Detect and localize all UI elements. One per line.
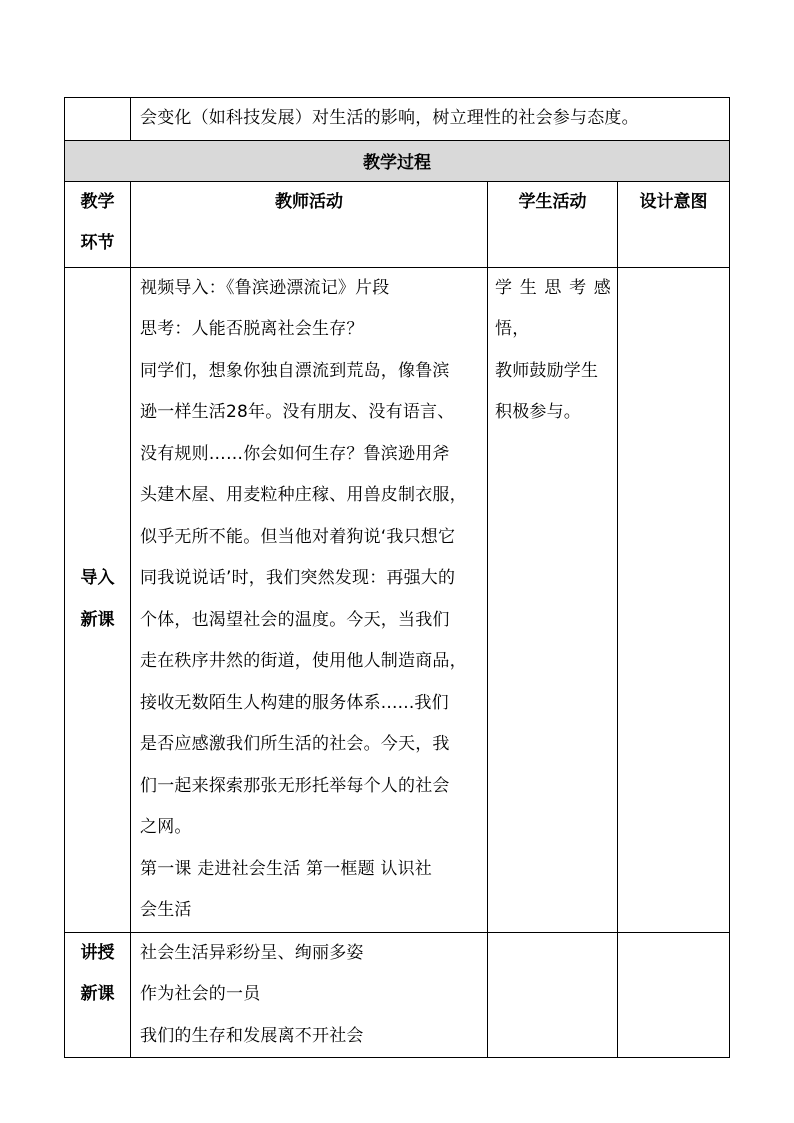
intro-intent-cell: [618, 267, 730, 932]
teacher-header: 教师活动: [275, 191, 343, 212]
objectives-continuation-row: [65, 98, 730, 141]
intent-header: 设计意图: [639, 191, 708, 212]
lecture-student-cell: [488, 932, 618, 1058]
lecture-teacher-line: 我们的生存和发展离不开社会: [140, 1025, 364, 1046]
lesson-plan-table: [64, 97, 730, 1058]
intro-teacher-line: 们一起来探索那张无形托举每个人的社会: [140, 775, 450, 796]
teacher-header-cell: [131, 181, 488, 267]
intro-teacher-line: 接收无数陌生人构建的服务体系......我们: [140, 692, 449, 713]
lecture-teacher-line: 作为社会的一员: [140, 984, 261, 1004]
objectives-text: 会变化（如科技发展）对生活的影响，树立理性的社会参与态度。: [140, 108, 639, 128]
process-title-row: [65, 140, 730, 181]
lecture-intent-cell: [618, 932, 730, 1058]
lecture-stage-line2: 新课: [80, 984, 115, 1004]
intro-stage-line2: 新课: [80, 609, 115, 630]
intro-stage-cell: [65, 267, 131, 932]
student-header: 学生活动: [518, 191, 587, 212]
process-title: 教学过程: [65, 140, 730, 181]
header-row: [65, 181, 730, 267]
lecture-stage-cell: [65, 932, 131, 1058]
intro-teacher-line: 是否应感激我们所生活的社会。今天，我: [140, 734, 450, 754]
intro-teacher-line: 之网。: [140, 817, 192, 837]
intro-teacher-line: 同学们，想象你独自漂流到荒岛，像鲁滨: [140, 360, 450, 381]
intro-teacher-line: 头建木屋、用麦粒种庄稼、用兽皮制衣服，: [140, 485, 467, 505]
intro-teacher-line: 没有规则……你会如何生存？鲁滨逊用斧: [140, 443, 450, 464]
lecture-teacher-line: 社会生活异彩纷呈、绚丽多姿: [140, 942, 364, 963]
intro-teacher-line: 似乎无所不能。但当他对着狗说‘我只想它: [140, 526, 456, 547]
stage-header-line2: 环节: [80, 233, 115, 253]
intro-teacher-line: 会生活: [140, 900, 192, 920]
stage-header-line1: 教学: [80, 191, 115, 212]
stage-header-cell: [65, 181, 131, 267]
intro-teacher-line: 个体，也渴望社会的温度。今天，当我们: [140, 609, 450, 630]
lecture-row: [65, 932, 730, 1058]
intro-student-line: 积极参与。: [495, 402, 581, 422]
empty-cell: [65, 98, 131, 141]
lecture-stage-line1: 讲授: [80, 942, 115, 963]
lecture-teacher-cell: [131, 932, 488, 1058]
intent-header-cell: [618, 181, 730, 267]
intro-row: [65, 267, 730, 932]
student-header-cell: [488, 181, 618, 267]
intro-teacher-line: 思考：人能否脱离社会生存？: [140, 319, 364, 339]
intro-teacher-cell: [131, 267, 488, 932]
intro-teacher-line: 走在秩序井然的街道，使用他人制造商品，: [140, 651, 467, 671]
objectives-cell: [131, 98, 730, 141]
intro-student-line: 教师鼓励学生: [495, 360, 599, 381]
intro-stage-line1: 导入: [80, 568, 115, 588]
intro-teacher-line: 同我说说话’时，我们突然发现：再强大的: [140, 568, 456, 588]
intro-teacher-line: 视频导入：《鲁滨逊漂流记》片段: [140, 277, 390, 298]
intro-student-cell: [488, 267, 618, 932]
intro-student-line: 学生思考感悟，: [495, 277, 611, 339]
intro-teacher-line: 逊一样生活28年。没有朋友、没有语言、: [140, 402, 455, 422]
intro-teacher-line: 第一课 走进社会生活 第一框题 认识社: [140, 858, 433, 879]
